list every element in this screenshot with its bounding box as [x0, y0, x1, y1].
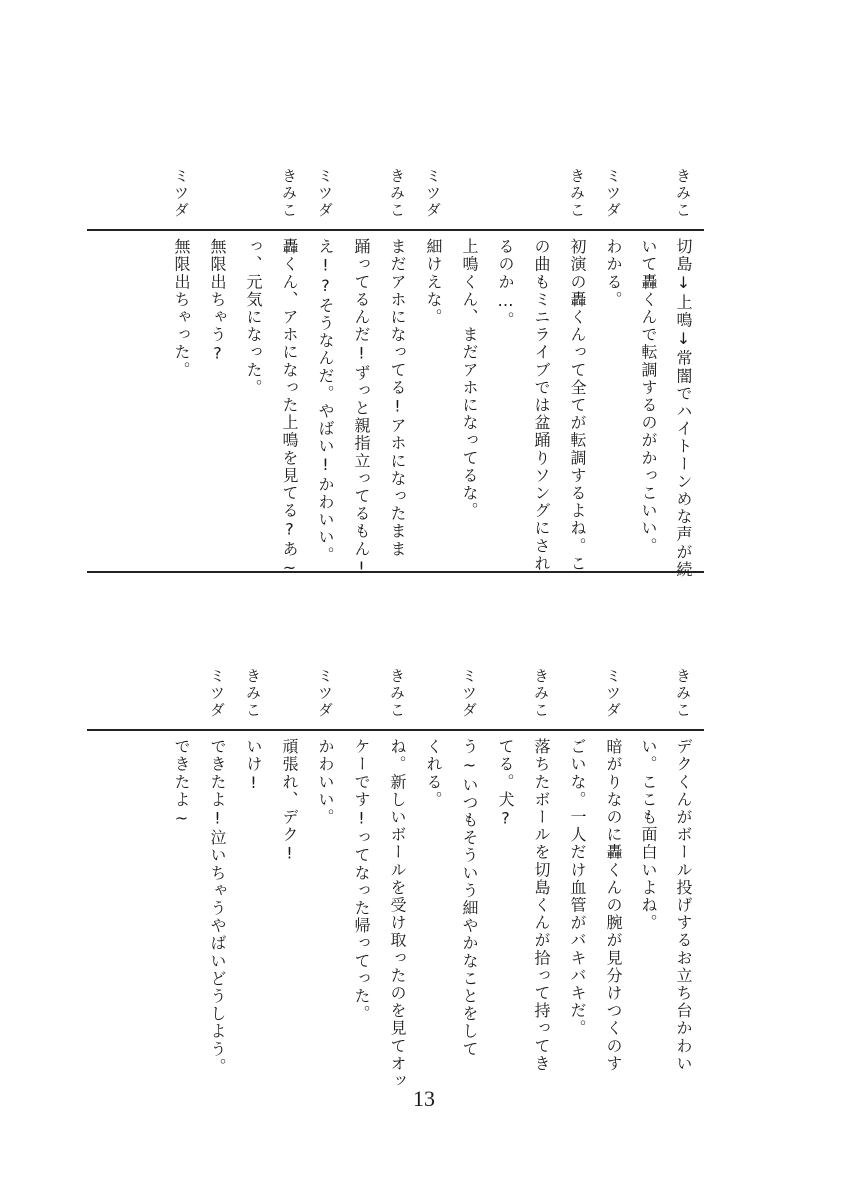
dialogue-line: い。ここも面白いよね。 — [639, 738, 658, 932]
speaker-label: きみこ — [388, 168, 406, 219]
dialogue-line: 上鳴くん、まだアホになってるな。 — [460, 238, 479, 520]
dialogue-line: できたよ~ — [172, 738, 191, 829]
dialogue-line: かわいい。 — [316, 738, 335, 826]
top-rule — [87, 729, 704, 731]
speaker-label: きみこ — [674, 668, 692, 719]
dialogue-line: くれる。 — [424, 738, 443, 809]
dialogue-line: いけ! — [244, 738, 263, 794]
dialogue-line: の曲もミニライブでは盆踊りソングにされ — [532, 238, 551, 573]
dialogue-line: デクくんがボール投げするお立ち台かわい — [674, 738, 693, 1073]
top-rule — [87, 229, 704, 231]
speaker-label: ミツダ — [316, 168, 334, 219]
speaker-label: ミツダ — [424, 168, 442, 219]
dialogue-line: できたよ!泣いちゃうやばいどうしよう。 — [208, 738, 227, 1076]
dialogue-line: っ、元気になった。 — [244, 238, 263, 397]
dialogue-line: 頑張れ、デク! — [280, 738, 299, 865]
speaker-label: きみこ — [674, 168, 692, 219]
dialogue-line: 暗がりなのに轟くんの腕が見分けつくのす — [604, 738, 623, 1073]
speaker-label: きみこ — [568, 168, 586, 219]
dialogue-line: う~いつもそういう細やかなことをして — [460, 738, 479, 1058]
speaker-label: ミツダ — [460, 668, 478, 719]
speaker-label: きみこ — [388, 668, 406, 719]
dialogue-line: ね。新しいボールを受け取ったのを見てオッ — [388, 738, 407, 1090]
dialogue-line: 踊ってるんだ!ずっと親指立ってるもん! — [352, 238, 371, 579]
speaker-label: きみこ — [532, 668, 550, 719]
dialogue-line: 無限出ちゃう? — [208, 238, 227, 365]
dialogue-line: 切島↓上鳴↓常闇でハイトーンめな声が続 — [674, 238, 693, 579]
speaker-label: ミツダ — [604, 168, 622, 219]
speaker-label: ミツダ — [172, 168, 190, 219]
dialogue-line: ごいな。一人だけ血管がバキバキだ。 — [568, 738, 587, 1038]
dialogue-line: 無限出ちゃった。 — [172, 238, 191, 379]
speaker-label: ミツダ — [208, 668, 226, 719]
dialogue-line: てる。犬? — [496, 738, 515, 829]
dialogue-line: わかる。 — [604, 238, 623, 309]
dialogue-line: るのか…。 — [496, 238, 515, 329]
speaker-label: きみこ — [280, 168, 298, 219]
dialogue-line: 初演の轟くんって全てが転調するよね。こ — [568, 238, 587, 573]
speaker-label: きみこ — [244, 668, 262, 719]
speaker-label: ミツダ — [604, 668, 622, 719]
dialogue-line: ケーです!ってなった帰ってった。 — [352, 738, 371, 1023]
dialogue-line: 轟くん、アホになった上鳴を見てる?あ~ — [280, 238, 299, 579]
dialogue-line: え!?そうなんだ。やばい!かわいい。 — [316, 238, 335, 564]
page-number: 13 — [413, 1086, 435, 1111]
dialogue-line: 落ちたボールを切島くんが拾って持ってき — [532, 738, 551, 1073]
bottom-rule — [87, 571, 704, 573]
speaker-label: ミツダ — [316, 668, 334, 719]
dialogue-line: まだアホになってる!アホになったまま — [388, 238, 407, 558]
dialogue-line: 細けえな。 — [424, 238, 443, 326]
dialogue-line: いて轟くんで転調するのがかっこいい。 — [639, 238, 658, 555]
